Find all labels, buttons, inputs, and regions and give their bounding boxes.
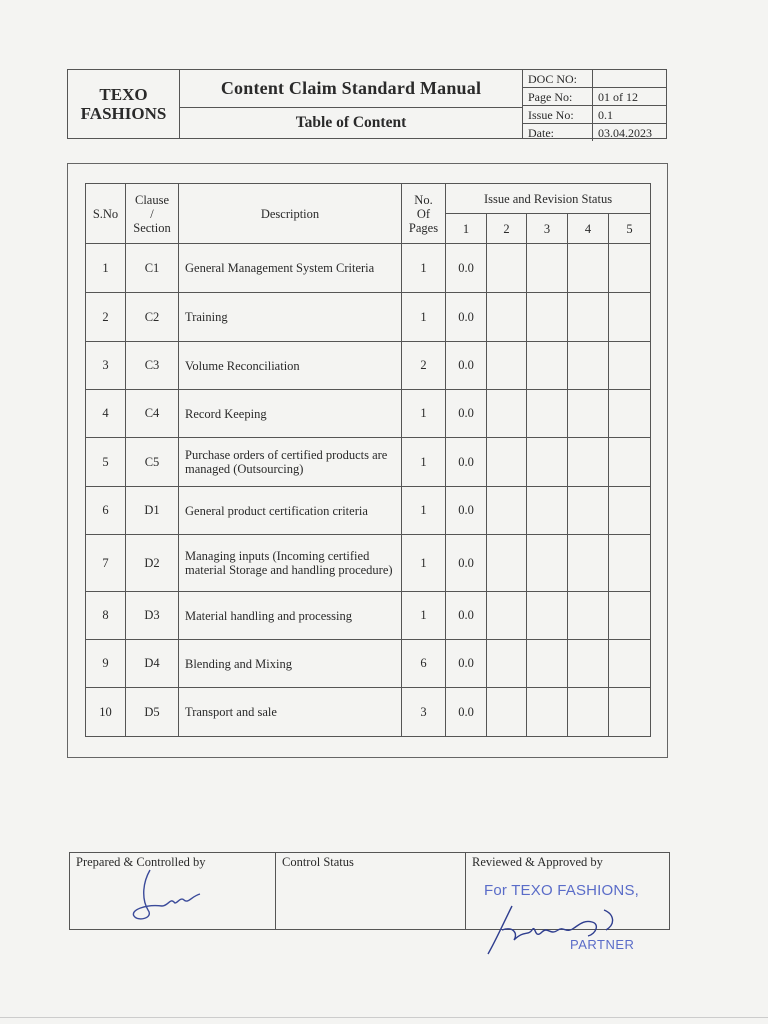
meta-label: Page No:: [523, 88, 593, 106]
cell-rev-3: [527, 293, 568, 342]
cell-sno: 2: [86, 293, 126, 342]
cell-sno: 9: [86, 640, 126, 688]
control-status-label: Control Status: [282, 855, 354, 869]
cell-sno: 8: [86, 592, 126, 640]
cell-pages: 1: [402, 390, 446, 438]
header-clause-line-1: Clause: [134, 192, 170, 207]
cell-clause: D5: [126, 688, 179, 737]
cell-description: Transport and sale: [179, 688, 402, 737]
company-name: [68, 70, 180, 138]
table-of-contents: [85, 183, 651, 737]
cell-pages: 3: [402, 688, 446, 737]
header-rev-3: 3: [527, 214, 568, 244]
cell-clause: C4: [126, 390, 179, 438]
cell-rev-4: [568, 293, 609, 342]
meta-date: [523, 124, 666, 142]
cell-rev-3: [527, 342, 568, 390]
header-rev-1: 1: [446, 214, 487, 244]
cell-sno: 6: [86, 487, 126, 535]
cell-rev-1: 0.0: [446, 293, 487, 342]
header-rev-2: 2: [487, 214, 527, 244]
cell-rev-2: [487, 390, 527, 438]
approval-stamp-role: PARTNER: [570, 937, 635, 952]
manual-title: Content Claim Standard Manual: [180, 70, 522, 108]
header-pages-line-1: No.: [414, 192, 433, 207]
cell-rev-2: [487, 535, 527, 592]
cell-rev-1: 0.0: [446, 688, 487, 737]
cell-clause: C5: [126, 438, 179, 487]
cell-rev-1: 0.0: [446, 487, 487, 535]
cell-rev-4: [568, 688, 609, 737]
cell-rev-4: [568, 535, 609, 592]
cell-rev-2: [487, 688, 527, 737]
cell-pages: 1: [402, 438, 446, 487]
cell-sno: 5: [86, 438, 126, 487]
table-row: [86, 592, 651, 640]
header-pages-line-2: Of: [416, 206, 431, 221]
cell-rev-2: [487, 640, 527, 688]
cell-rev-2: [487, 592, 527, 640]
cell-rev-3: [527, 688, 568, 737]
header-description: Description: [179, 184, 402, 244]
cell-clause: D4: [126, 640, 179, 688]
cell-sno: 4: [86, 390, 126, 438]
cell-clause: D1: [126, 487, 179, 535]
cell-rev-1: 0.0: [446, 640, 487, 688]
cell-description: Managing inputs (Incoming certified material Storage and handling procedure): [179, 535, 402, 592]
cell-rev-1: 0.0: [446, 535, 487, 592]
header-clause-line-3: Section: [133, 220, 171, 235]
company-name-line-2: FASHIONS: [80, 104, 167, 123]
cell-rev-5: [609, 438, 651, 487]
header-rev-4: 4: [568, 214, 609, 244]
header-sno: S.No: [86, 184, 126, 244]
cell-rev-5: [609, 688, 651, 737]
table-row: [86, 244, 651, 293]
prepared-by-label: Prepared & Controlled by: [76, 855, 206, 869]
meta-value: 01 of 12: [593, 88, 667, 106]
table-row: [86, 535, 651, 592]
cell-description: Purchase orders of certified products are managed (Outsourcing): [179, 438, 402, 487]
cell-rev-3: [527, 640, 568, 688]
cell-rev-5: [609, 293, 651, 342]
header-clause: [126, 184, 179, 244]
cell-sno: 10: [86, 688, 126, 737]
header-titles: [180, 70, 523, 138]
header-revision-status: Issue and Revision Status: [446, 184, 651, 214]
cell-rev-2: [487, 342, 527, 390]
header-pages-line-3: Pages: [408, 220, 439, 235]
cell-rev-3: [527, 438, 568, 487]
cell-rev-5: [609, 487, 651, 535]
cell-rev-5: [609, 244, 651, 293]
table-row: [86, 342, 651, 390]
cell-rev-5: [609, 390, 651, 438]
meta-issue-no: [523, 106, 666, 124]
cell-rev-5: [609, 535, 651, 592]
table-row: [86, 438, 651, 487]
cell-clause: C1: [126, 244, 179, 293]
cell-rev-1: 0.0: [446, 342, 487, 390]
meta-page-no: [523, 88, 666, 106]
control-status-cell: [276, 853, 466, 930]
cell-pages: 1: [402, 592, 446, 640]
table-row: [86, 640, 651, 688]
cell-rev-4: [568, 592, 609, 640]
cell-rev-4: [568, 244, 609, 293]
document-header: [67, 69, 667, 139]
cell-rev-3: [527, 487, 568, 535]
cell-description: Material handling and processing: [179, 592, 402, 640]
table-row: [86, 688, 651, 737]
cell-rev-1: 0.0: [446, 592, 487, 640]
header-rev-5: 5: [609, 214, 651, 244]
table-row: [86, 390, 651, 438]
cell-description: Training: [179, 293, 402, 342]
cell-rev-3: [527, 244, 568, 293]
cell-sno: 3: [86, 342, 126, 390]
cell-description: Record Keeping: [179, 390, 402, 438]
section-title: Table of Content: [295, 114, 407, 131]
cell-pages: 2: [402, 342, 446, 390]
cell-rev-2: [487, 244, 527, 293]
cell-rev-4: [568, 640, 609, 688]
cell-rev-4: [568, 342, 609, 390]
cell-sno: 1: [86, 244, 126, 293]
cell-pages: 1: [402, 244, 446, 293]
cell-description: General product certification criteria: [179, 487, 402, 535]
cell-rev-2: [487, 487, 527, 535]
cell-pages: 1: [402, 487, 446, 535]
cell-rev-4: [568, 438, 609, 487]
preparer-signature: [128, 866, 208, 926]
cell-pages: 1: [402, 535, 446, 592]
cell-rev-5: [609, 342, 651, 390]
cell-rev-5: [609, 592, 651, 640]
cell-rev-1: 0.0: [446, 390, 487, 438]
meta-label: Date:: [523, 124, 593, 142]
cell-rev-2: [487, 438, 527, 487]
table-row: [86, 293, 651, 342]
meta-label: DOC NO:: [523, 70, 593, 88]
meta-label: Issue No:: [523, 106, 593, 124]
document-meta: [523, 70, 666, 138]
cell-rev-4: [568, 487, 609, 535]
cell-rev-3: [527, 535, 568, 592]
cell-pages: 1: [402, 293, 446, 342]
meta-value: 03.04.2023: [598, 125, 652, 140]
cell-rev-2: [487, 293, 527, 342]
header-pages: [402, 184, 446, 244]
approval-stamp-company: For TEXO FASHIONS,: [484, 882, 640, 899]
table-row: [86, 487, 651, 535]
reviewed-by-label: Reviewed & Approved by: [472, 855, 603, 869]
cell-pages: 6: [402, 640, 446, 688]
cell-rev-5: [609, 640, 651, 688]
meta-doc-no: [523, 70, 666, 88]
cell-clause: C3: [126, 342, 179, 390]
cell-description: Blending and Mixing: [179, 640, 402, 688]
meta-value: [593, 70, 667, 88]
meta-value: 0.1: [593, 106, 667, 124]
cell-rev-3: [527, 390, 568, 438]
cell-rev-1: 0.0: [446, 438, 487, 487]
company-name-line-1: TEXO: [99, 85, 148, 104]
cell-rev-1: 0.0: [446, 244, 487, 293]
cell-sno: 7: [86, 535, 126, 592]
cell-description: General Management System Criteria: [179, 244, 402, 293]
cell-rev-3: [527, 592, 568, 640]
header-clause-line-2: /: [150, 206, 154, 221]
cell-clause: D2: [126, 535, 179, 592]
cell-rev-4: [568, 390, 609, 438]
cell-clause: D3: [126, 592, 179, 640]
cell-description: Volume Reconciliation: [179, 342, 402, 390]
cell-clause: C2: [126, 293, 179, 342]
scan-edge-line: [0, 1017, 768, 1018]
